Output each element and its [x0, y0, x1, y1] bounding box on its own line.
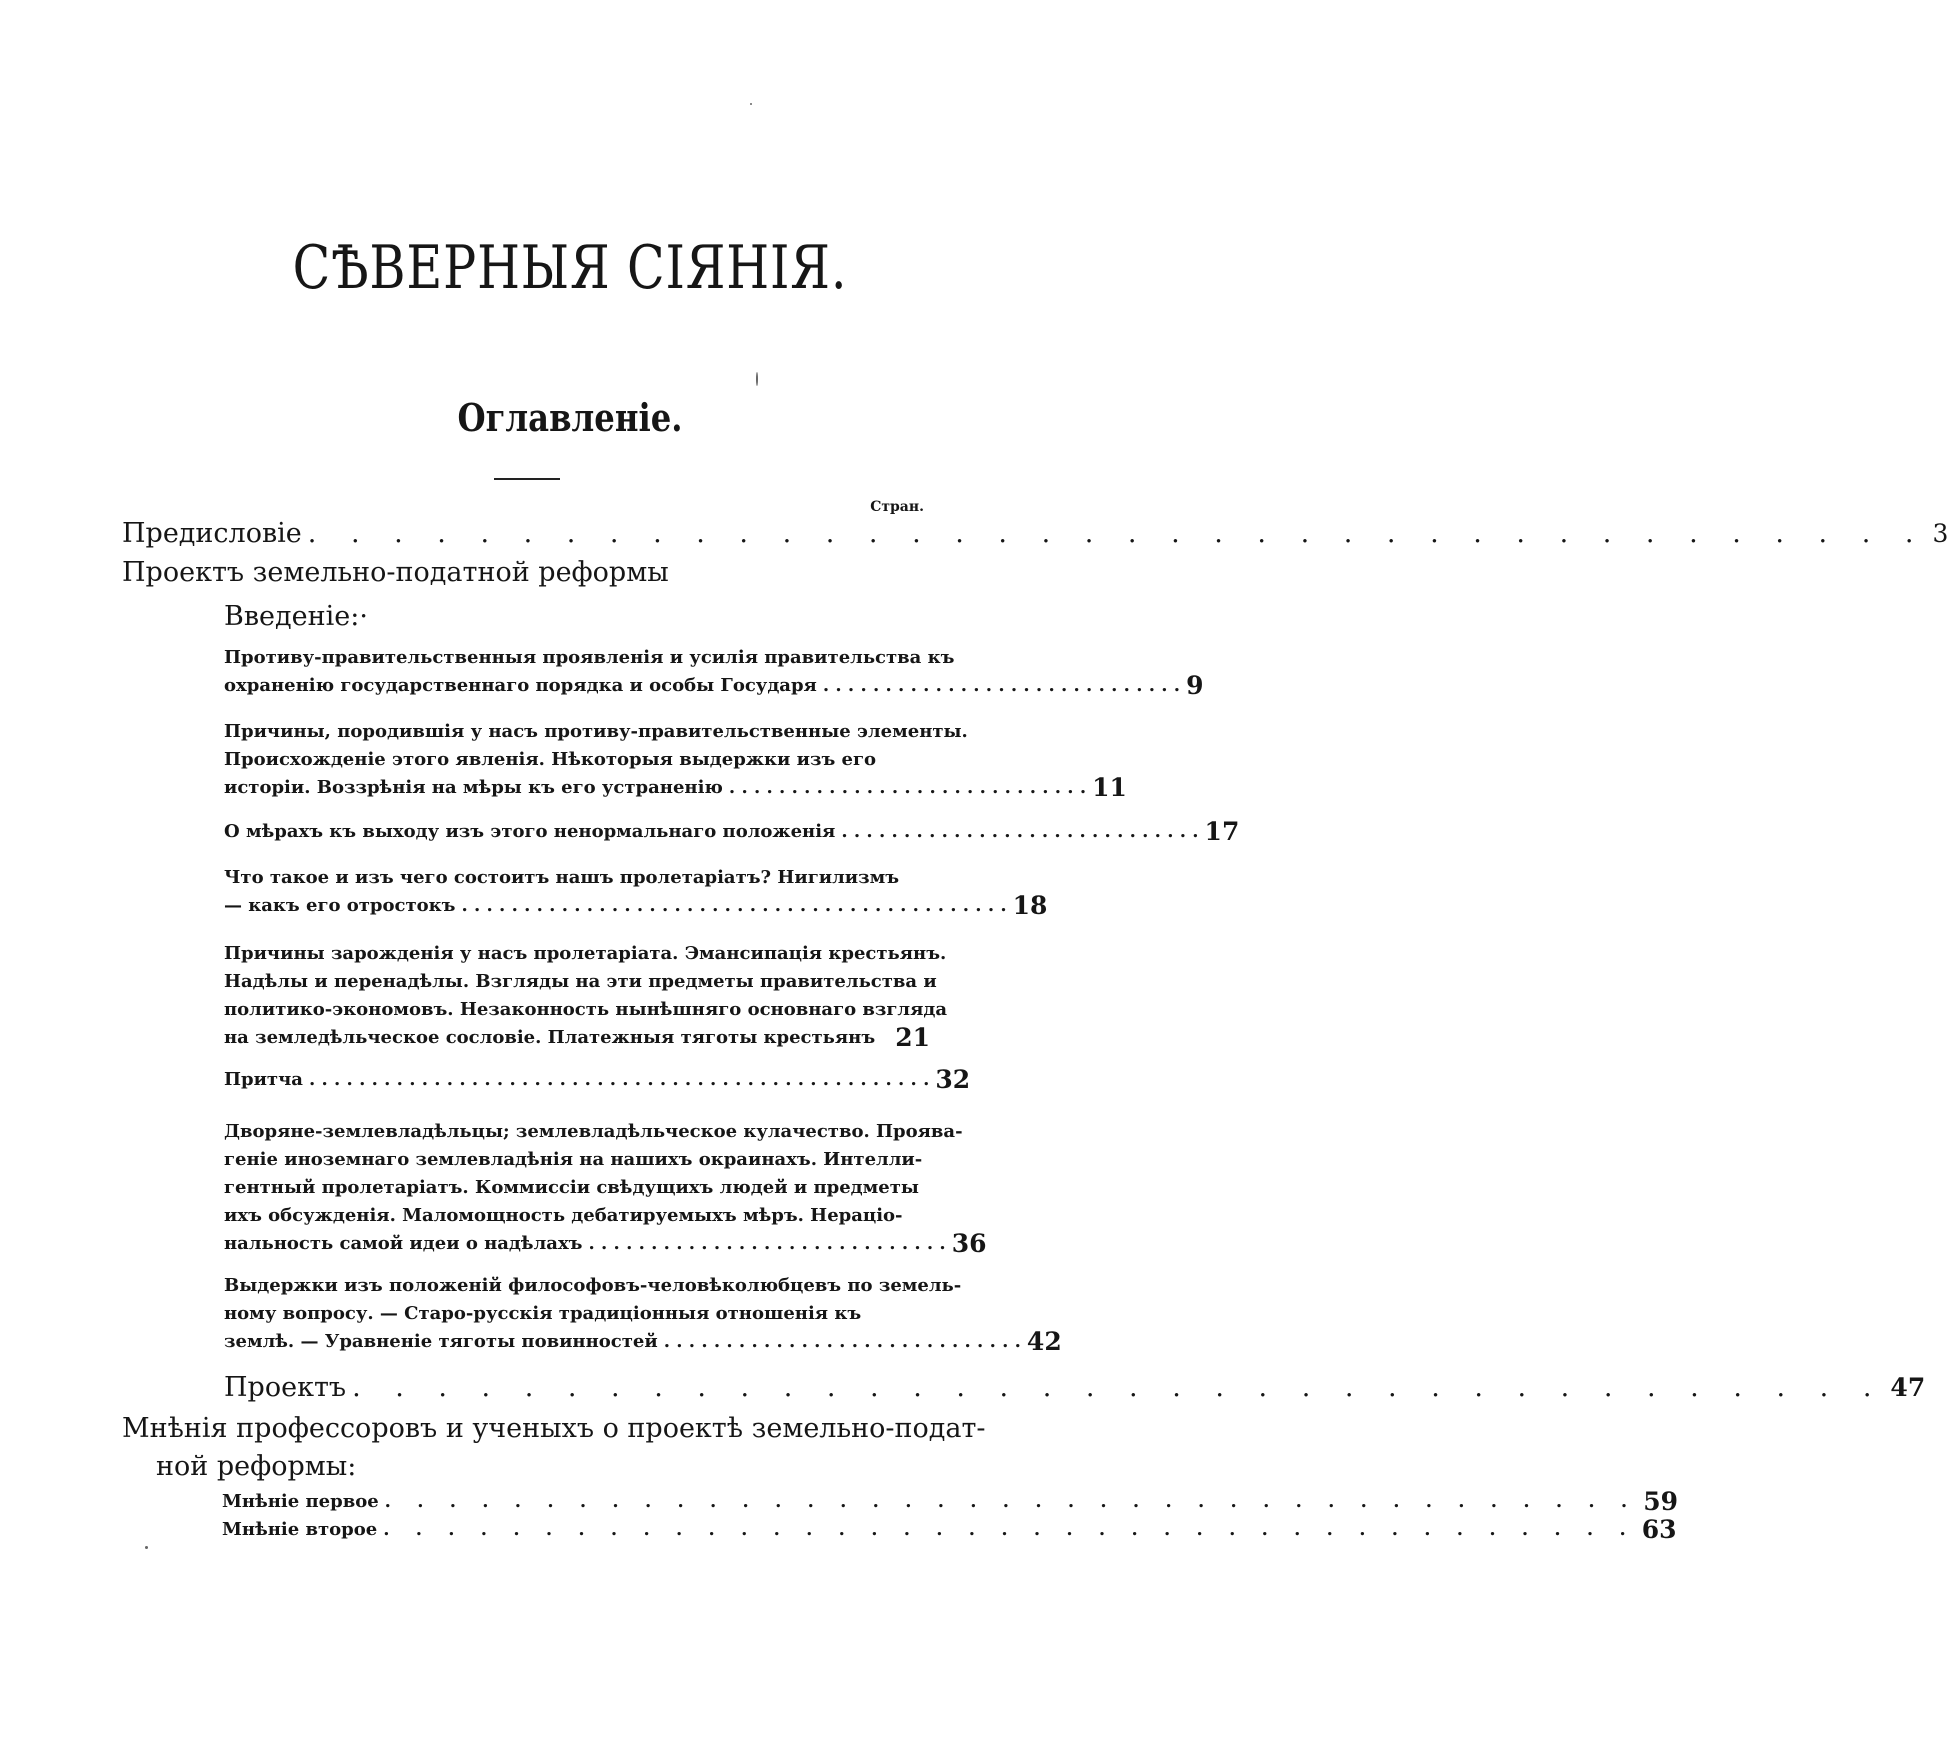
toc-section-line: Причины зарожденія у насъ пролетаріата. Эмансипація крестьянъ. — [224, 943, 947, 964]
toc-section[interactable] — [224, 864, 1048, 920]
toc-section-line: генiе иноземнаго землевладѣнія на нашихъ окраинахъ. Интелли- — [224, 1149, 923, 1170]
scan-speck — [145, 1546, 148, 1549]
toc-section-line: Притча — [224, 1069, 303, 1090]
toc-section-line: Противу-правительственныя проявленія и усилія правительства къ — [224, 647, 955, 668]
toc-section-last-line — [224, 817, 1240, 846]
toc-opinions-heading-line2: ной реформы: — [156, 1451, 357, 1482]
leader-dots: . . . . . . . . . . . . . . . . . . . . . . . . . . . . . — [841, 821, 1199, 842]
toc-section-line: Надѣлы и перенадѣлы. Взгляды на эти предметы правительства и — [224, 971, 937, 992]
toc-opinions-heading-line1: Мнѣнія профессоровъ и ученыхъ о проектѣ земельно-подат- — [122, 1413, 986, 1444]
scan-speck — [750, 103, 752, 105]
leader-dots: . . . . . . . . . . . . . . . . . . . . . . . . . . . . . — [663, 1331, 1021, 1352]
leader-dots: . . . . . . . . . . . . . . . . . . . . . . . . . . . . . — [588, 1233, 946, 1254]
toc-entry-label: Мнѣніе второе — [222, 1519, 378, 1540]
toc-section-last-line — [224, 891, 1048, 920]
toc-page-number: 17 — [1204, 817, 1240, 846]
leader-dots: . . . . . . . . . . . . . . . . . . . . . . . . . . . . . . . . . . . . . . . . . . . . — [461, 895, 1007, 916]
toc-section-line: О мѣрахъ къ выходу изъ этого ненормальнаго положенія — [224, 821, 836, 842]
toc-page-number: 59 — [1643, 1487, 1678, 1516]
toc-section-line: Дворяне-землевладѣльцы; землевладѣльческое кулачество. Проява- — [224, 1121, 963, 1142]
toc-section-last-line — [224, 1229, 987, 1258]
toc-introduction-heading: Введеніе:· — [224, 601, 368, 632]
toc-section-last-line — [224, 773, 1127, 802]
toc-entry-label: Предисловіе — [122, 518, 302, 549]
toc-section-line: ихъ обсужденія. Маломощность дебатируемыхъ мѣръ. Нераціо- — [224, 1205, 903, 1226]
toc-section-line: Что такое и изъ чего состоитъ нашъ пролетаріатъ? Нигилизмъ — [224, 867, 900, 888]
toc-page-number: 3 — [1932, 519, 1948, 548]
toc-entry-opinion[interactable] — [222, 1515, 1677, 1544]
toc-section-line: гентный пролетаріатъ. Коммиссіи свѣдущихъ людей и предметы — [224, 1177, 919, 1198]
toc-section-line: Выдержки изъ положеній философовъ-человѣколюбцевъ по земель- — [224, 1275, 962, 1296]
toc-page-number: 9 — [1186, 671, 1204, 700]
toc-section-line: землѣ. — Уравненіе тяготы повинностей — [224, 1331, 658, 1352]
toc-section-line: ному вопросу. — Старо-русскія традиціонныя отношенія къ — [224, 1303, 862, 1324]
toc-entry-label: Мнѣніе первое — [222, 1491, 379, 1512]
toc-section-line: исторіи. Воззрѣнія на мѣры къ его устраненію — [224, 777, 723, 798]
toc-page-number: 63 — [1641, 1515, 1677, 1544]
leader-dots: . . . . . . . . . . . . . . . . . . . . . . . . . . . . . — [822, 675, 1181, 696]
toc-section-last-line — [224, 1327, 1062, 1356]
toc-entry-opinion[interactable] — [222, 1487, 1678, 1516]
leader-dots: . . . . . . . . . . . . . . . . . . . . . . . . . . . . . . . . . . . . . . — [307, 518, 1927, 549]
toc-page-number: 36 — [951, 1229, 987, 1258]
toc-section-line: на земледѣльческое сословіе. Платежныя тяготы крестьянъ — [224, 1027, 876, 1048]
toc-page-number: 47 — [1890, 1373, 1926, 1402]
toc-project-heading: Проектъ земельно-податной реформы — [122, 557, 669, 588]
toc-section-line: охраненію государственнаго порядка и особы Государя — [224, 675, 817, 696]
heading-rule — [494, 478, 560, 480]
toc-section-last-line — [224, 671, 1204, 700]
leader-dots: . . . . . . . . . . . . . . . . . . . . . . . . . . . . . . . . . . . . — [352, 1372, 1885, 1403]
toc-section[interactable] — [224, 817, 1240, 846]
toc-section[interactable] — [224, 644, 1204, 700]
toc-entry-label: Проектъ — [224, 1372, 347, 1403]
toc-section[interactable] — [224, 1118, 987, 1258]
toc-section-last-line — [224, 1065, 971, 1094]
toc-section[interactable] — [224, 718, 1127, 802]
toc-page-number: 11 — [1092, 773, 1127, 802]
leader-dots: . . . . . . . . . . . . . . . . . . . . . . . . . . . . . . . . . . . . . . . . . . . . . . . . . . — [308, 1069, 930, 1090]
toc-section[interactable] — [224, 940, 948, 1052]
toc-section-line: — какъ его отростокъ — [224, 895, 456, 916]
book-title: СѢВЕРНЫЯ СІЯНІЯ. — [292, 233, 848, 303]
pages-column-label: Стран. — [870, 499, 924, 515]
toc-section-last-line — [224, 1024, 930, 1052]
toc-section-line: политико-экономовъ. Незаконность нынѣшняго основнаго взгляда — [224, 999, 948, 1020]
contents-heading: Оглавленіе. — [457, 395, 683, 440]
toc-section-line: нальность самой идеи о надѣлахъ — [224, 1233, 583, 1254]
toc-section[interactable] — [224, 1065, 971, 1094]
toc-section[interactable] — [224, 1272, 1062, 1356]
toc-entry-foreword[interactable] — [122, 516, 1948, 552]
toc-page-number: 32 — [935, 1065, 971, 1094]
leader-dots: . . . . . . . . . . . . . . . . . . . . . . . . . . . . . . . . . . . . . . . — [383, 1519, 1636, 1540]
leader-dots: . . . . . . . . . . . . . . . . . . . . . . . . . . . . . — [728, 777, 1087, 798]
toc-page-number: 21 — [895, 1023, 930, 1052]
leader-dots: . . . . . . . . . . . . . . . . . . . . . . . . . . . . . . . . . . . . . . . — [384, 1491, 1638, 1512]
toc-page-number: 18 — [1012, 891, 1048, 920]
toc-section-line: Происхожденіе этого явленія. Нѣкоторыя выдержки изъ его — [224, 749, 877, 770]
toc-section-line: Причины, породившія у насъ противу-правительственные элементы. — [224, 721, 968, 742]
toc-entry-project[interactable] — [224, 1370, 1926, 1406]
toc-page-number: 42 — [1026, 1327, 1062, 1356]
scan-speck — [756, 372, 758, 386]
